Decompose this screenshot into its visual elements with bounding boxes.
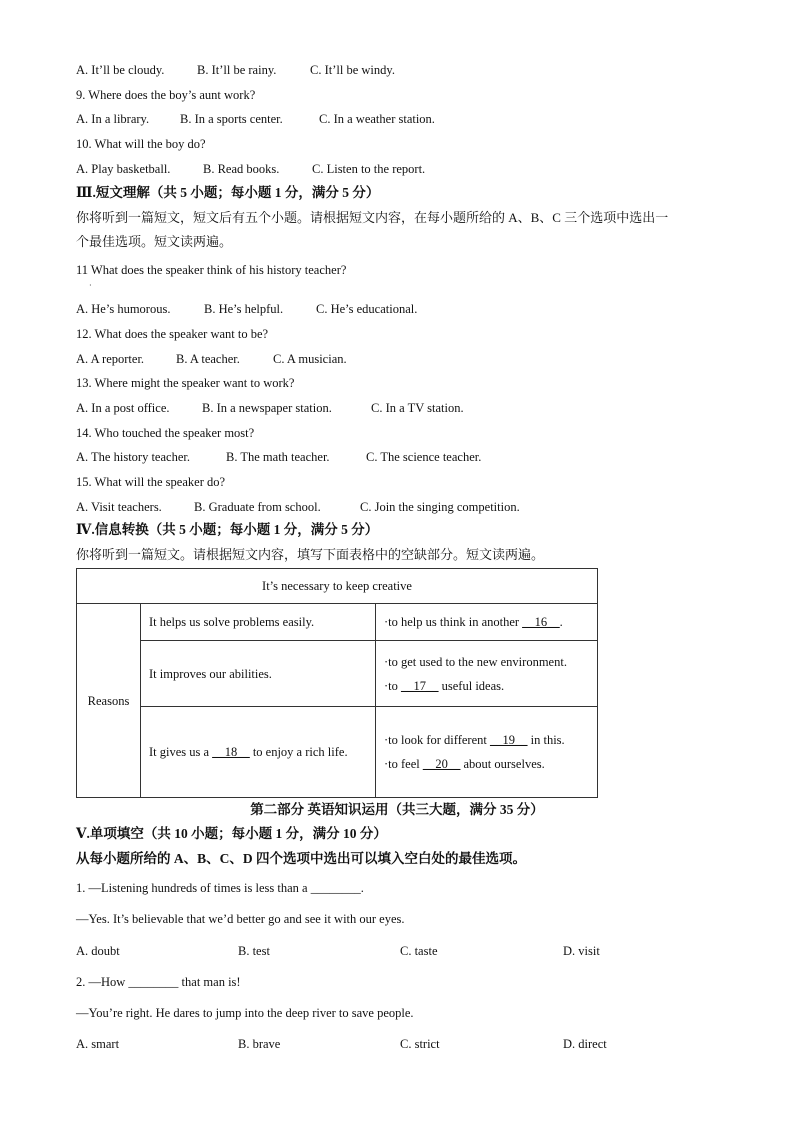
section-4-heading: Ⅳ.信息转换（共 5 小题；每小题 1 分，满分 5 分） [76,522,379,537]
detail-3-line-1 [384,728,589,752]
blank-19: __19__ [490,733,528,747]
detail-2-line-2-pre: ·to [384,678,402,693]
mc2-option-b: B. brave [238,1037,281,1051]
section-4-instruction: 你将听到一篇短文。请根据短文内容，填写下面表格中的空缺部分。短文读两遍。 [76,547,545,562]
q11-option-a: A. He’s humorous. [76,302,171,316]
q15-option-b: B. Graduate from school. [194,500,321,514]
q11-question: 11 What does the speaker think of his history teacher? [76,263,347,277]
detail-3-line-2 [384,752,589,776]
mc1-option-d: D. visit [563,944,600,958]
q8-option-b: B. It’ll be rainy. [197,63,277,77]
q10-question: 10. What will the boy do? [76,137,206,151]
q9-option-a: A. In a library. [76,112,150,126]
mc2-line-1: 2. —How ________ that man is! [76,975,241,989]
q13-option-c: C. In a TV station. [371,401,464,415]
q15-option-a: A. Visit teachers. [76,500,162,514]
mc1-option-c: C. taste [400,944,438,958]
table-cell-reason-2: It improves our abilities. [141,641,376,707]
mc1-option-b: B. test [238,944,270,958]
stray-dot: · [89,281,92,290]
q12-question: 12. What does the speaker want to be? [76,327,269,341]
q14-option-b: B. The math teacher. [226,450,330,464]
q10-option-a: A. Play basketball. [76,162,171,176]
q9-question: 9. Where does the boy’s aunt work? [76,88,256,102]
q10-option-c: C. Listen to the report. [312,162,426,176]
mc2-option-c: C. strict [400,1037,440,1051]
reason-3-post: to enjoy a rich life. [249,745,348,759]
detail-3-line-2-post: about ourselves. [460,757,545,771]
q11-option-c: C. He’s educational. [316,302,418,316]
table-row-label: Reasons [77,604,141,798]
q14-option-c: C. The science teacher. [366,450,482,464]
q14-option-a: A. The history teacher. [76,450,190,464]
table-cell-reason-1: It helps us solve problems easily. [141,604,376,641]
blank-17: __17__ [401,678,439,693]
q10-option-b: B. Read books. [203,162,280,176]
mc2-option-d: D. direct [563,1037,607,1051]
q13-question: 13. Where might the speaker want to work? [76,376,295,390]
reason-3-pre: It gives us a [149,745,213,759]
mc2-line-2: —You’re right. He dares to jump into the deep river to save people. [76,1006,414,1020]
detail-3-line-2-pre: ·to feel [384,757,423,771]
q9-option-c: C. In a weather station. [319,112,435,126]
detail-3-line-1-pre: ·to look for different [384,733,490,747]
detail-2-line-1: ·to get used to the new environment. [384,654,567,669]
detail-2-line-2-post: useful ideas. [438,678,505,693]
table-title: It’s necessary to keep creative [77,569,598,604]
detail-1-text: ·to help us think in another [384,615,523,629]
section-5-instruction: 从每小题所给的 A、B、C、D 四个选项中选出可以填入空白处的最佳选项。 [76,851,527,866]
mc1-line-2: —Yes. It’s believable that we’d better go and see it with our eyes. [76,912,405,926]
blank-20: __20__ [422,757,461,771]
detail-3-line-1-post: in this. [527,733,565,747]
q8-option-c: C. It’ll be windy. [310,63,395,77]
section-3-instruction-2: 个最佳选项。短文读两遍。 [76,234,233,249]
q11-option-b: B. He’s helpful. [204,302,284,316]
mc2-option-a: A. smart [76,1037,120,1051]
detail-2-line-2 [384,674,589,698]
q12-option-c: C. A musician. [273,352,347,366]
q13-option-b: B. In a newspaper station. [202,401,332,415]
q12-option-a: A. A reporter. [76,352,145,366]
section-3-heading: Ⅲ.短文理解（共 5 小题；每小题 1 分，满分 5 分） [76,185,380,200]
mc1-option-a: A. doubt [76,944,120,958]
table-cell-reason-3 [141,707,376,798]
q14-question: 14. Who touched the speaker most? [76,426,255,440]
table-cell-detail-3 [376,707,598,798]
part-2-heading: 第二部分 英语知识运用（共三大题，满分 35 分） [250,802,544,817]
table-cell-detail-1 [376,604,598,641]
mc1-line-1: 1. —Listening hundreds of times is less than a ________. [76,881,364,895]
info-table [76,568,598,798]
q8-option-a: A. It’ll be cloudy. [76,63,165,77]
detail-1-end: . [559,615,563,629]
section-3-instruction-1: 你将听到一篇短文，短文后有五个小题。请根据短文内容，在每小题所给的 A、B、C 三个选项中选出一 [76,210,669,225]
q9-option-b: B. In a sports center. [180,112,283,126]
q15-question: 15. What will the speaker do? [76,475,226,489]
blank-16: __16__ [522,615,560,629]
blank-18: __18__ [212,745,250,759]
section-5-heading: Ⅴ.单项填空（共 10 小题；每小题 1 分，满分 10 分） [76,826,387,841]
q12-option-b: B. A teacher. [176,352,240,366]
table-cell-detail-2 [376,641,598,707]
q13-option-a: A. In a post office. [76,401,170,415]
q15-option-c: C. Join the singing competition. [360,500,520,514]
